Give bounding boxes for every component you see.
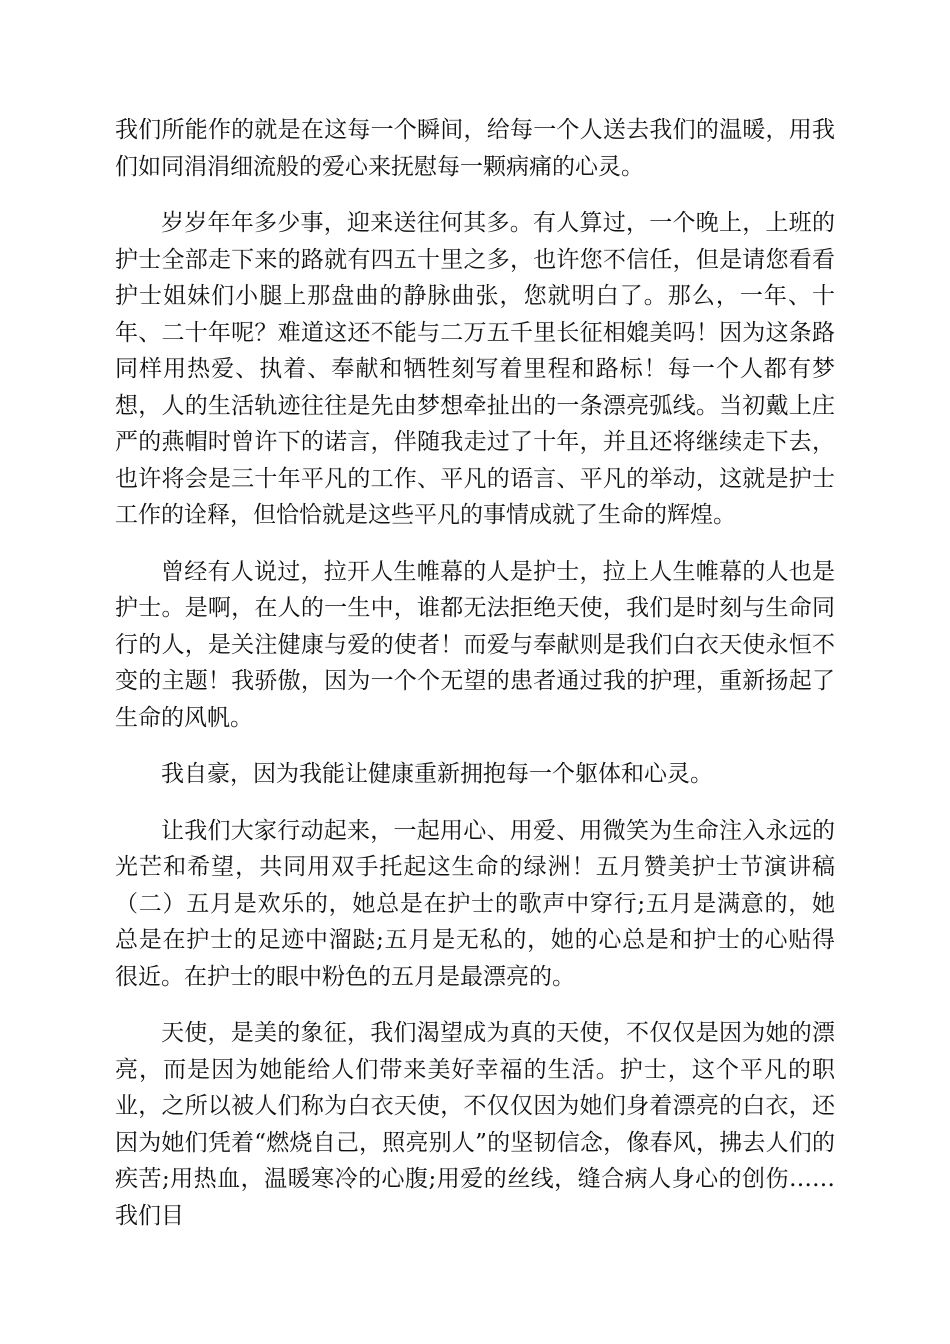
paragraph-2: 岁岁年年多少事，迎来送往何其多。有人算过，一个晚上，上班的护士全部走下来的路就有四五十里之多，也许您不信任，但是请您看看护士姐妹们小腿上那盘曲的静脉曲张，您就明白了。那么，一年、十年、二十年呢？难道这还不能与二万五千里长征相媲美吗！因为这条路同样用热爱、执着、奉献和牺牲刻写着里程和路标！每一个人都有梦想，人的生活轨迹往往是先由梦想牵扯出的一条漂亮弧线。当初戴上庄严的燕帽时曾许下的诺言，伴随我走过了十年，并且还将继续走下去，也许将会是三十年平凡的工作、平凡的语言、平凡的举动，这就是护士工作的诠释，但恰恰就是这些平凡的事情成就了生命的辉煌。 xyxy=(115,210,835,528)
paragraph-5: 让我们大家行动起来，一起用心、用爱、用微笑为生命注入永远的光芒和希望，共同用双手托起这生命的绿洲！五月赞美护士节演讲稿（二）五月是欢乐的，她总是在护士的歌声中穿行;五月是满意的，她总是在护士的足迹中溜跶;五月是无私的，她的心总是和护士的心贴得很近。在护士的眼中粉色的五月是最漂亮的。 xyxy=(115,817,835,990)
paragraph-1: 我们所能作的就是在这每一个瞬间，给每一个人送去我们的温暖，用我们如同涓涓细流般的爱心来抚慰每一颗病痛的心灵。 xyxy=(115,117,835,180)
paragraph-4: 我自豪，因为我能让健康重新拥抱每一个躯体和心灵。 xyxy=(161,761,713,787)
document-body xyxy=(115,112,835,1254)
paragraph-6: 天使，是美的象征，我们渴望成为真的天使，不仅仅是因为她的漂亮，而是因为她能给人们带来美好幸福的生活。护士，这个平凡的职业，之所以被人们称为白衣天使，不仅仅因为她们身着漂亮的白衣，还因为她们凭着“燃烧自己，照亮别人”的坚韧信念，像春风，拂去人们的疾苦;用热血，温暖寒冷的心腹;用爱的丝线，缝合病人身心的创伤……我们目 xyxy=(115,1020,835,1229)
paragraph-3: 曾经有人说过，拉开人生帷幕的人是护士，拉上人生帷幕的人也是护士。是啊，在人的一生中，谁都无法拒绝天使，我们是时刻与生命同行的人，是关注健康与爱的使者！而爱与奉献则是我们白衣天使永恒不变的主题！我骄傲，因为一个个无望的患者通过我的护理，重新扬起了生命的风帆。 xyxy=(115,558,835,731)
